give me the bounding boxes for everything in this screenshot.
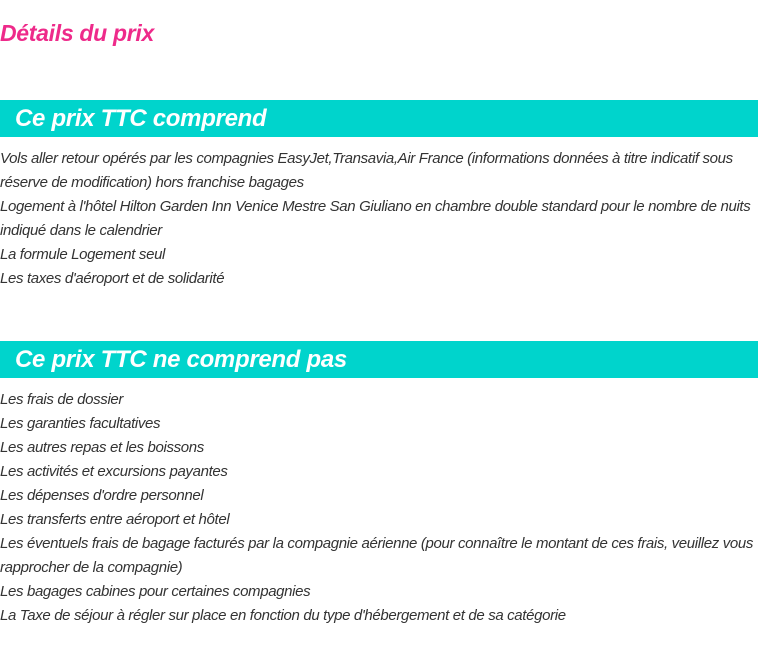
excluded-item: Les frais de dossier — [0, 391, 124, 408]
excluded-section-header — [0, 341, 758, 378]
excluded-item: Les éventuels frais de bagage facturés par la compagnie aérienne (pour connaître le montant de ces frais, veuillez vous rapprocher de la compagnie) — [0, 535, 753, 576]
included-list — [0, 147, 758, 291]
excluded-item: Les garanties facultatives — [0, 415, 161, 432]
excluded-item: La Taxe de séjour à régler sur place en fonction du type d'hébergement et de sa catégorie — [0, 607, 566, 624]
excluded-item: Les dépenses d'ordre personnel — [0, 487, 204, 504]
included-item: Les taxes d'aéroport et de solidarité — [0, 270, 225, 287]
excluded-item: Les activités et excursions payantes — [0, 463, 228, 480]
excluded-item: Les bagages cabines pour certaines compagnies — [0, 583, 311, 600]
included-section-header — [0, 100, 758, 137]
excluded-list — [0, 388, 758, 628]
excluded-item: Les autres repas et les boissons — [0, 439, 204, 456]
included-item: Logement à l'hôtel Hilton Garden Inn Venice Mestre San Giuliano en chambre double standard pour le nombre de nuits indiqué dans le calendrier — [0, 198, 751, 239]
included-item: Vols aller retour opérés par les compagnies EasyJet,Transavia,Air France (informations données à titre indicatif sous réserve de modification) hors franchise bagages — [0, 150, 733, 191]
excluded-heading: Ce prix TTC ne comprend pas — [15, 346, 347, 373]
page-title: Détails du prix — [0, 20, 154, 46]
included-item: La formule Logement seul — [0, 246, 166, 263]
included-heading: Ce prix TTC comprend — [15, 105, 267, 132]
excluded-item: Les transferts entre aéroport et hôtel — [0, 511, 230, 528]
